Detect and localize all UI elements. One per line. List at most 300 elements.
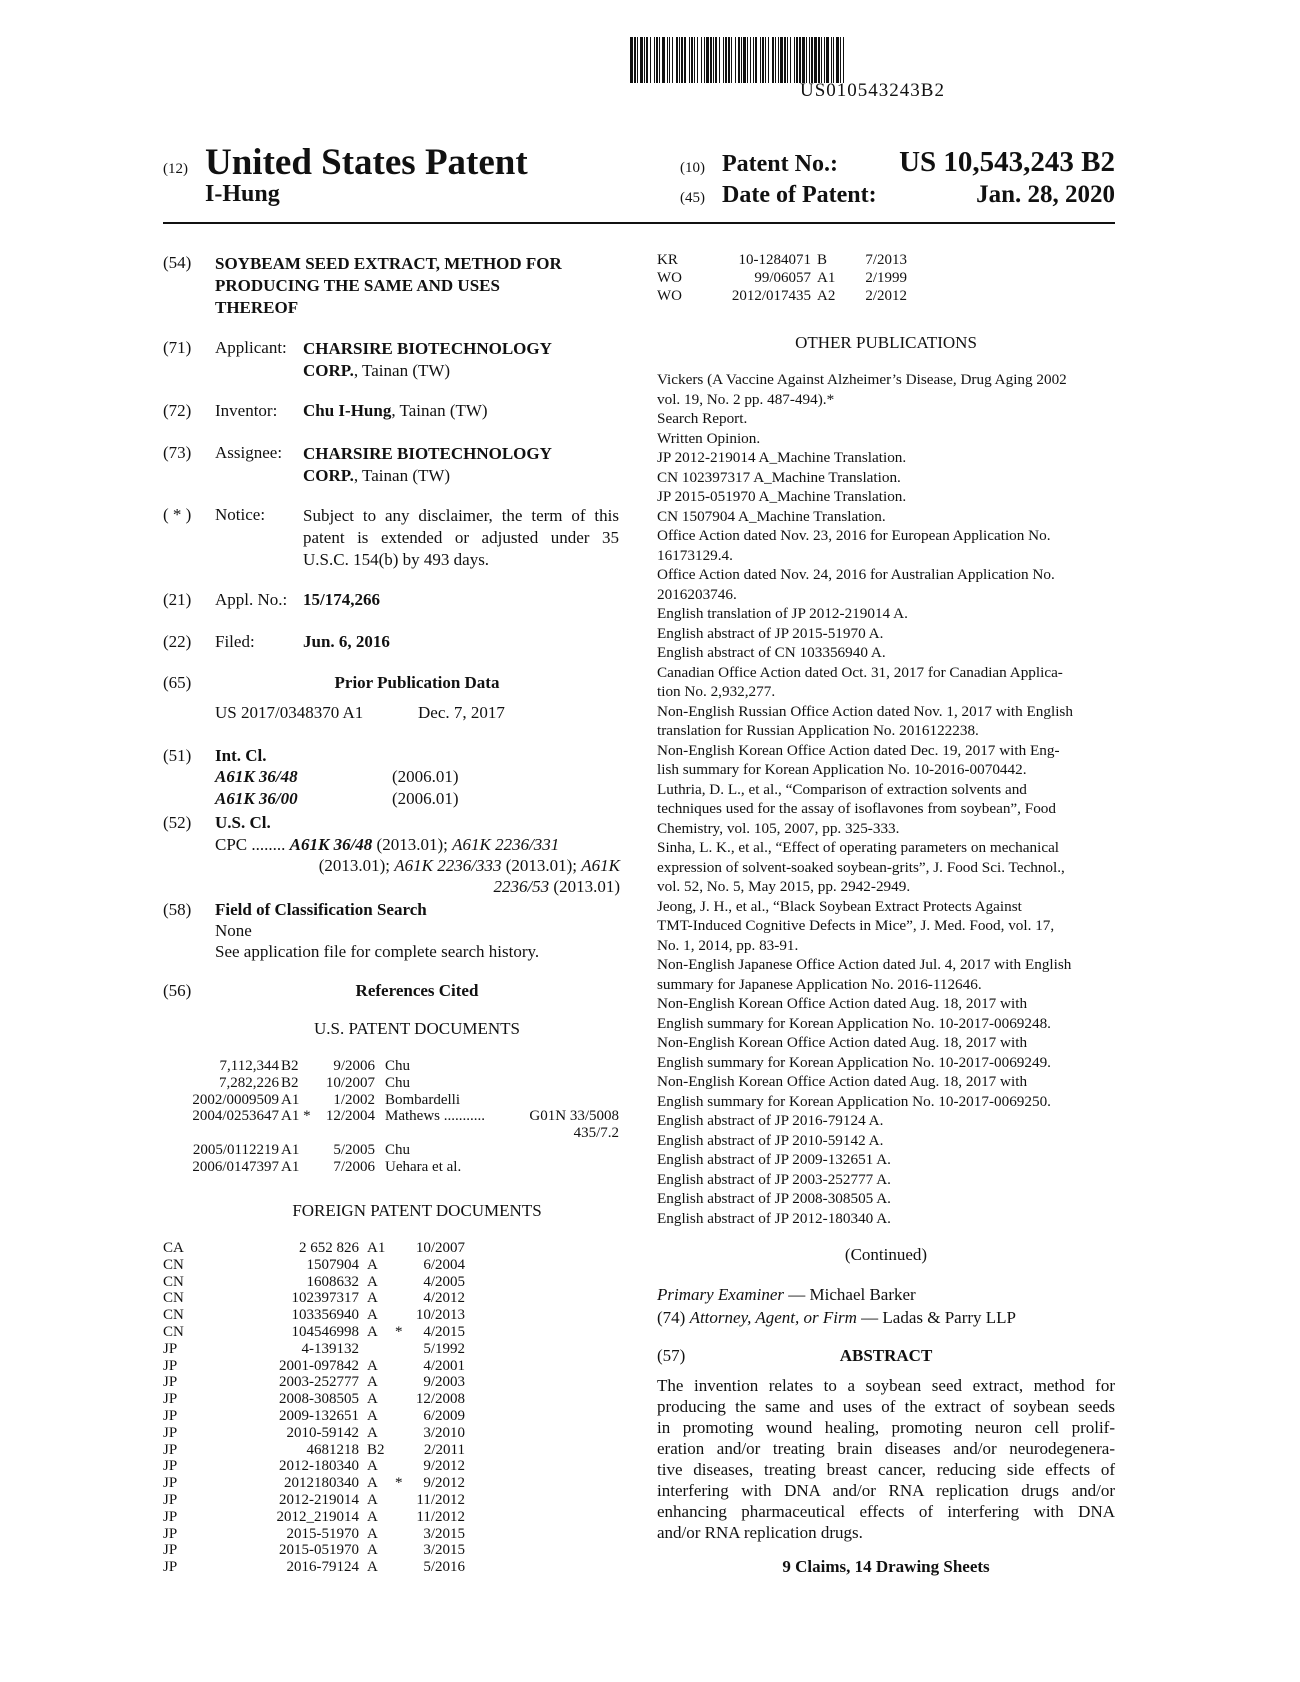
- foreign-docs-table: [163, 1240, 619, 1576]
- country-code: JP: [163, 1374, 178, 1391]
- code-22: (22): [163, 632, 192, 651]
- doc-date: 5/1992: [423, 1340, 465, 1357]
- attorney-name: — Ladas & Parry LLP: [856, 1308, 1016, 1327]
- doc-kind: B2: [281, 1074, 299, 1091]
- doc-number: 2016-79124: [286, 1559, 359, 1576]
- invention-title: [215, 253, 562, 319]
- country-code: JP: [163, 1525, 178, 1542]
- doc-number: 2003-252777: [279, 1374, 359, 1391]
- doc-kind: A: [367, 1542, 378, 1559]
- notice-line: U.S.C. 154(b) by 493 days.: [303, 550, 490, 569]
- country-code: CA: [163, 1240, 184, 1256]
- code-12: (12): [163, 161, 188, 177]
- doc-date: 7/2013: [865, 252, 907, 268]
- doc-name: Mathews ...........: [385, 1108, 485, 1125]
- us-doc-row: [163, 1125, 619, 1142]
- doc-kind: A: [367, 1525, 378, 1542]
- country-code: CN: [163, 1307, 184, 1324]
- doc-number: 2006/0147397: [192, 1158, 279, 1175]
- publication-line: expression of solvent-soaked soybean-grits”, J. Food Sci. Technol.,: [657, 858, 1065, 876]
- applicant-line2: [303, 360, 552, 382]
- references-heading: References Cited: [355, 981, 479, 1000]
- barcode-bar: [844, 37, 847, 83]
- cpc-line-1: [215, 835, 559, 855]
- country-code: JP: [163, 1458, 178, 1475]
- doc-number: 1507904: [306, 1256, 359, 1273]
- code-65: (65): [163, 673, 192, 692]
- title-line: THEREOF: [215, 298, 299, 317]
- publication-line: Search Report.: [657, 410, 748, 427]
- publication-line: 2016203746.: [657, 585, 737, 603]
- doc-kind: A1: [281, 1141, 300, 1158]
- publication-line: 16173129.4.: [657, 546, 733, 564]
- doc-kind: B2: [281, 1058, 299, 1074]
- publication-line: English translation of JP 2012-219014 A.: [657, 605, 908, 622]
- doc-star: *: [395, 1323, 403, 1340]
- publication-line: Sinha, L. K., et al., “Effect of operating parameters on mechanical: [657, 839, 1060, 856]
- applicant-corp: CORP.: [303, 361, 354, 380]
- doc-date: 10/2007: [325, 1074, 375, 1091]
- country-code: JP: [163, 1407, 178, 1424]
- foreign-docs-heading: FOREIGN PATENT DOCUMENTS: [292, 1201, 542, 1220]
- foreign-doc-row: [163, 1559, 619, 1576]
- publication-line: Jeong, J. H., et al., “Black Soybean Extract Protects Against: [657, 897, 1022, 915]
- publication-line: Office Action dated Nov. 24, 2016 for Australian Application No.: [657, 566, 1055, 583]
- publication-line: English summary for Korean Application No. 10-2017-0069248.: [657, 1014, 1051, 1032]
- code-72: (72): [163, 401, 192, 420]
- us-doc-row: [163, 1092, 619, 1109]
- doc-kind: A1: [281, 1091, 300, 1108]
- doc-date: 10/2013: [415, 1307, 465, 1324]
- code-notice: ( * ): [163, 505, 192, 524]
- doc-number: 102397317: [291, 1290, 359, 1307]
- field-search-note: See application file for complete search history.: [215, 942, 540, 961]
- doc-kind: A1: [367, 1240, 386, 1256]
- publication-number: US010543243B2: [800, 80, 945, 101]
- us-doc-row: [163, 1159, 619, 1176]
- continued-note: (Continued): [844, 1245, 928, 1264]
- us-doc-row: [163, 1075, 619, 1092]
- country-code: JP: [163, 1491, 178, 1508]
- cpc-text: (2013.01);: [318, 856, 395, 875]
- doc-date: 12/2004: [325, 1108, 375, 1125]
- doc-date: 9/2003: [423, 1374, 465, 1391]
- doc-number: 99/06057: [754, 270, 811, 286]
- doc-date: 6/2004: [423, 1256, 465, 1273]
- foreign-doc-row: [163, 1492, 619, 1509]
- country-code: CN: [163, 1256, 184, 1273]
- doc-extra: 435/7.2: [573, 1125, 619, 1142]
- foreign-doc-row: [163, 1374, 619, 1391]
- abstract-line: and/or RNA replication drugs.: [657, 1523, 863, 1542]
- applicant-label: Applicant:: [215, 338, 287, 357]
- int-cl-heading: Int. Cl.: [215, 746, 267, 765]
- cpc-text: (2013.01);: [372, 835, 453, 854]
- field-search-none: None: [215, 921, 252, 940]
- doc-date: 3/2015: [423, 1542, 465, 1559]
- doc-number: 2012180340: [284, 1475, 359, 1492]
- doc-date: 11/2012: [416, 1491, 465, 1508]
- patent-no-label: Patent No.:: [722, 151, 838, 177]
- publication-line: lish summary for Korean Application No. 10-2016-0070442.: [657, 761, 1027, 778]
- publication-line: English summary for Korean Application No. 10-2017-0069249.: [657, 1053, 1051, 1071]
- doc-kind: B2: [367, 1441, 385, 1458]
- doc-kind: A: [367, 1475, 378, 1492]
- abstract-line: interfering with DNA and/or RNA replication drugs and/or: [657, 1481, 1115, 1500]
- publication-line: English abstract of JP 2010-59142 A.: [657, 1131, 884, 1149]
- doc-number: 4681218: [306, 1441, 359, 1458]
- doc-date: 10/2007: [415, 1240, 465, 1256]
- assignee-value: [303, 443, 552, 487]
- applicant-location: , Tainan (TW): [353, 361, 451, 380]
- doc-kind: A: [367, 1407, 378, 1424]
- doc-kind: B: [817, 252, 828, 268]
- primary-examiner: [657, 1285, 916, 1305]
- doc-date: 5/2005: [333, 1141, 375, 1158]
- foreign-doc-row: [163, 1324, 619, 1341]
- code-45: (45): [680, 190, 705, 206]
- date-label: Date of Patent:: [722, 182, 877, 208]
- code-51: (51): [163, 746, 192, 765]
- doc-number: 2015-051970: [279, 1542, 359, 1559]
- doc-number: 2 652 826: [299, 1240, 359, 1256]
- doc-number: 103356940: [291, 1307, 359, 1324]
- doc-number: 7,112,344: [219, 1058, 279, 1074]
- publication-line: translation for Russian Application No. 2016122238.: [657, 722, 979, 739]
- assignee-line2: [303, 465, 552, 487]
- cpc-class: A61K 2236/331: [452, 835, 560, 854]
- us-doc-row: [163, 1108, 619, 1125]
- appl-no-label: Appl. No.:: [215, 590, 288, 609]
- applicant-name: CHARSIRE BIOTECHNOLOGY: [303, 339, 552, 358]
- foreign-doc-row: [163, 1358, 619, 1375]
- country-code: JP: [163, 1559, 178, 1576]
- doc-name: Chu: [385, 1141, 411, 1158]
- foreign-doc-row: [163, 1542, 619, 1559]
- foreign-doc-row: [163, 1290, 619, 1307]
- code-58: (58): [163, 900, 192, 919]
- publication-line: CN 1507904 A_Machine Translation.: [657, 507, 886, 525]
- us-doc-row: [163, 1058, 619, 1075]
- int-cl-version: (2006.01): [392, 789, 459, 808]
- doc-number: 2012-180340: [279, 1458, 359, 1475]
- doc-star: *: [395, 1475, 403, 1492]
- doc-date: 2/2012: [865, 288, 907, 304]
- cpc-dots: ........: [247, 835, 290, 854]
- country-code: CN: [163, 1323, 184, 1340]
- doc-number: 2005/0112219: [192, 1141, 279, 1158]
- prior-pub-number: US 2017/0348370 A1: [215, 703, 364, 722]
- doc-date: 2/1999: [865, 270, 907, 286]
- publication-line: JP 2012-219014 A_Machine Translation.: [657, 449, 907, 466]
- publication-line: Non-English Russian Office Action dated Nov. 1, 2017 with English: [657, 702, 1073, 720]
- doc-date: 4/2012: [423, 1290, 465, 1307]
- assignee-label: Assignee:: [215, 443, 283, 462]
- doc-kind: A2: [817, 288, 836, 304]
- doc-number: 7,282,226: [219, 1074, 279, 1091]
- notice-line: Subject to any disclaimer, the term of this: [303, 506, 619, 525]
- examiner-label: Primary Examiner: [657, 1285, 785, 1304]
- doc-number: 4-139132: [301, 1340, 359, 1357]
- cpc-line-3: [493, 877, 620, 897]
- doc-date: 11/2012: [416, 1508, 465, 1525]
- country-code: CN: [163, 1273, 184, 1290]
- code-52: (52): [163, 813, 192, 832]
- prior-pub-date: Dec. 7, 2017: [418, 703, 505, 722]
- foreign-doc-row: [163, 1475, 619, 1492]
- country-code: JP: [163, 1508, 178, 1525]
- doc-date: 1/2002: [333, 1091, 375, 1108]
- doc-date: 4/2005: [423, 1273, 465, 1290]
- doc-kind: A: [367, 1559, 378, 1576]
- doc-kind: A: [367, 1424, 378, 1441]
- code-74: (74): [657, 1308, 686, 1327]
- publication-line: Non-English Korean Office Action dated Aug. 18, 2017 with: [657, 995, 1028, 1012]
- claims-summary: 9 Claims, 14 Drawing Sheets: [782, 1557, 990, 1576]
- barcode: [630, 37, 1115, 83]
- doc-name: Chu: [385, 1074, 411, 1091]
- doc-number: 2009-132651: [279, 1407, 359, 1424]
- doc-number: 2012-219014: [279, 1491, 359, 1508]
- ref-row: [657, 288, 957, 306]
- attorney-label: Attorney, Agent, or Firm: [689, 1308, 857, 1327]
- publication-line: TMT-Induced Cognitive Defects in Mice”, J. Med. Food, vol. 17,: [657, 917, 1055, 934]
- doc-kind: A: [367, 1374, 378, 1391]
- publication-line: techniques used for the assay of isoflavones from soybean”, Food: [657, 800, 1056, 817]
- foreign-doc-row: [163, 1307, 619, 1324]
- publication-line: vol. 19, No. 2 pp. 487-494).*: [657, 390, 835, 408]
- abstract-line: in promoting wound healing, promoting neuron cell prolif-: [657, 1418, 1115, 1437]
- publication-line: English abstract of JP 2009-132651 A.: [657, 1151, 891, 1168]
- foreign-doc-row: [163, 1341, 619, 1358]
- publication-line: CN 102397317 A_Machine Translation.: [657, 468, 901, 486]
- foreign-doc-row: [163, 1240, 619, 1257]
- publication-line: Written Opinion.: [657, 429, 761, 447]
- doc-date: 9/2012: [423, 1458, 465, 1475]
- foreign-doc-row: [163, 1425, 619, 1442]
- abstract-line: eration and/or treating brain diseases and/or neurodegenera-: [657, 1439, 1115, 1458]
- cpc-class: A61K: [581, 856, 620, 875]
- country-code: JP: [163, 1357, 178, 1374]
- publication-line: English abstract of JP 2012-180340 A.: [657, 1209, 891, 1227]
- doc-number: 2012/017435: [731, 288, 811, 304]
- country-code: WO: [657, 270, 682, 286]
- foreign-doc-row: [163, 1509, 619, 1526]
- country-code: JP: [163, 1441, 178, 1458]
- int-cl-class: A61K 36/48: [215, 767, 298, 786]
- publication-line: tion No. 2,932,277.: [657, 683, 776, 700]
- us-cl-heading: U.S. Cl.: [215, 813, 271, 832]
- abstract-heading: ABSTRACT: [839, 1346, 933, 1365]
- cpc-class: A61K 2236/333: [394, 856, 502, 875]
- inventor-name: Chu I-Hung: [303, 401, 392, 420]
- doc-kind: A: [367, 1508, 378, 1525]
- doc-number: 104546998: [291, 1323, 359, 1340]
- doc-number: 2004/0253647: [192, 1108, 279, 1125]
- int-cl-class: A61K 36/00: [215, 789, 298, 808]
- publication-line: English abstract of JP 2016-79124 A.: [657, 1112, 884, 1129]
- doc-number: 10-1284071: [738, 252, 811, 268]
- prior-pub-heading: Prior Publication Data: [334, 673, 500, 692]
- us-doc-row: [163, 1142, 619, 1159]
- publication-line: Non-English Korean Office Action dated Dec. 19, 2017 with Eng-: [657, 741, 1060, 759]
- foreign-doc-row: [163, 1442, 619, 1459]
- doc-date: 3/2010: [423, 1424, 465, 1441]
- code-73: (73): [163, 443, 192, 462]
- inventor-value: [303, 401, 488, 421]
- notice-line: patent is extended or adjusted under 35: [303, 528, 619, 547]
- code-54: (54): [163, 253, 192, 272]
- doc-kind: A1: [281, 1158, 300, 1175]
- doc-number: 1608632: [306, 1273, 359, 1290]
- foreign-doc-row: [163, 1408, 619, 1425]
- cpc-text: (2013.01);: [501, 856, 582, 875]
- publication-line: Luthria, D. L., et al., “Comparison of extraction solvents and: [657, 780, 1027, 798]
- applicant-value: [303, 338, 552, 382]
- doc-date: 4/2001: [423, 1357, 465, 1374]
- country-code: JP: [163, 1340, 178, 1357]
- country-code: JP: [163, 1424, 178, 1441]
- publication-line: JP 2015-051970 A_Machine Translation.: [657, 488, 907, 505]
- assignee-name: CHARSIRE BIOTECHNOLOGY: [303, 444, 552, 463]
- country-code: WO: [657, 288, 682, 304]
- abstract-text: [657, 1375, 1115, 1543]
- publication-line: Vickers (A Vaccine Against Alzheimer’s Disease, Drug Aging 2002: [657, 371, 1067, 388]
- doc-date: 9/2006: [333, 1058, 375, 1074]
- doc-kind: A: [367, 1290, 378, 1307]
- doc-kind: A: [367, 1357, 378, 1374]
- int-cl-version: (2006.01): [392, 767, 459, 786]
- doc-number: 2010-59142: [286, 1424, 359, 1441]
- doc-number: 2002/0009509: [192, 1091, 279, 1108]
- cpc-label: CPC: [215, 835, 248, 854]
- code-71: (71): [163, 338, 192, 357]
- doc-number: 2001-097842: [279, 1357, 359, 1374]
- publication-line: vol. 52, No. 5, May 2015, pp. 2942-2949.: [657, 878, 911, 895]
- title-line: SOYBEAM SEED EXTRACT, METHOD FOR: [215, 254, 562, 273]
- doc-date: 5/2016: [423, 1559, 465, 1576]
- foreign-doc-row: [163, 1274, 619, 1291]
- publication-line: Canadian Office Action dated Oct. 31, 2017 for Canadian Applica-: [657, 663, 1063, 681]
- us-docs-heading: U.S. PATENT DOCUMENTS: [314, 1019, 520, 1038]
- notice-text: [303, 505, 619, 571]
- publication-line: Office Action dated Nov. 23, 2016 for European Application No.: [657, 527, 1051, 544]
- doc-kind: A: [367, 1273, 378, 1290]
- title-line: PRODUCING THE SAME AND USES: [215, 276, 500, 295]
- doc-date: 6/2009: [423, 1407, 465, 1424]
- country-code: JP: [163, 1475, 178, 1492]
- other-pubs-heading: OTHER PUBLICATIONS: [795, 333, 977, 352]
- cpc-line-2: [319, 856, 620, 876]
- doc-kind: A: [367, 1323, 378, 1340]
- foreign-doc-row: [163, 1526, 619, 1543]
- doc-name: Uehara et al.: [385, 1158, 462, 1175]
- patent-number: US 10,543,243 B2: [899, 146, 1115, 178]
- publication-line: English summary for Korean Application No. 10-2017-0069250.: [657, 1092, 1051, 1110]
- assignee-location: , Tainan (TW): [353, 466, 451, 485]
- publication-line: English abstract of JP 2003-252777 A.: [657, 1170, 891, 1188]
- doc-date: 2/2011: [423, 1441, 465, 1458]
- patent-heading: United States Patent: [205, 142, 528, 183]
- foreign-doc-row: [163, 1458, 619, 1475]
- country-code: KR: [657, 252, 678, 268]
- country-code: JP: [163, 1542, 178, 1559]
- doc-date: 4/2015: [423, 1323, 465, 1340]
- publication-line: English abstract of JP 2015-51970 A.: [657, 624, 884, 642]
- doc-name: Bombardelli: [385, 1091, 460, 1108]
- abstract-line: producing the same and uses of the extract of soybean seeds: [657, 1397, 1115, 1416]
- attorney: [657, 1308, 1016, 1328]
- publication-line: Non-English Korean Office Action dated Aug. 18, 2017 with: [657, 1034, 1028, 1051]
- inventor-location: , Tainan (TW): [391, 401, 488, 420]
- inventor-surname: I-Hung: [205, 181, 280, 207]
- patent-date: Jan. 28, 2020: [976, 181, 1115, 208]
- doc-kind: A: [367, 1491, 378, 1508]
- field-search-heading: Field of Classification Search: [215, 900, 427, 919]
- ref-row: [657, 270, 957, 288]
- doc-extra: G01N 33/5008: [529, 1108, 619, 1125]
- other-pubs-list: [657, 370, 1115, 1228]
- publication-line: summary for Japanese Application No. 2016-112646.: [657, 975, 982, 993]
- code-21: (21): [163, 590, 192, 609]
- inventor-label: Inventor:: [215, 401, 278, 420]
- country-code: CN: [163, 1290, 184, 1307]
- publication-line: English abstract of CN 103356940 A.: [657, 644, 886, 661]
- assignee-corp: CORP.: [303, 466, 354, 485]
- filed-value: Jun. 6, 2016: [303, 632, 390, 651]
- doc-kind: A1 *: [281, 1108, 311, 1125]
- doc-kind: A: [367, 1256, 378, 1273]
- us-docs-table: [163, 1058, 619, 1176]
- doc-name: Chu: [385, 1058, 411, 1074]
- country-code: JP: [163, 1391, 178, 1408]
- abstract-line: tive diseases, treating breast cancer, reducing side effects of: [657, 1460, 1115, 1479]
- publication-line: Chemistry, vol. 105, 2007, pp. 325-333.: [657, 819, 900, 837]
- examiner-name: — Michael Barker: [784, 1285, 916, 1304]
- code-57: (57): [657, 1346, 686, 1365]
- foreign-doc-row: [163, 1391, 619, 1408]
- doc-kind: A: [367, 1391, 378, 1408]
- code-56: (56): [163, 981, 192, 1000]
- appl-no-value: 15/174,266: [303, 590, 380, 609]
- cpc-class: 2236/53: [493, 877, 550, 896]
- code-10: (10): [680, 160, 705, 176]
- publication-line: No. 1, 2014, pp. 83-91.: [657, 936, 799, 954]
- doc-date: 9/2012: [423, 1475, 465, 1492]
- doc-number: 2012_219014: [276, 1508, 359, 1525]
- publication-line: Non-English Japanese Office Action dated Jul. 4, 2017 with English: [657, 956, 1072, 973]
- cpc-text: (2013.01): [549, 877, 620, 896]
- foreign-doc-row: [163, 1257, 619, 1274]
- doc-kind: A: [367, 1307, 378, 1324]
- doc-kind: A1: [817, 270, 836, 286]
- filed-label: Filed:: [215, 632, 255, 651]
- abstract-line: enhancing pharmaceutical effects of interfering with DNA: [657, 1502, 1115, 1521]
- notice-label: Notice:: [215, 505, 266, 524]
- header-rule: [163, 222, 1115, 224]
- doc-date: 3/2015: [423, 1525, 465, 1542]
- doc-kind: A: [367, 1458, 378, 1475]
- doc-number: 2008-308505: [279, 1391, 359, 1408]
- doc-number: 2015-51970: [286, 1525, 359, 1542]
- cpc-class: A61K 36/48: [289, 835, 373, 854]
- ref-row: [657, 252, 957, 270]
- top-refs-table: [657, 252, 957, 306]
- publication-line: Non-English Korean Office Action dated Aug. 18, 2017 with: [657, 1073, 1028, 1090]
- abstract-line: The invention relates to a soybean seed extract, method for: [657, 1376, 1115, 1395]
- doc-date: 7/2006: [333, 1158, 375, 1175]
- publication-line: English abstract of JP 2008-308505 A.: [657, 1190, 891, 1207]
